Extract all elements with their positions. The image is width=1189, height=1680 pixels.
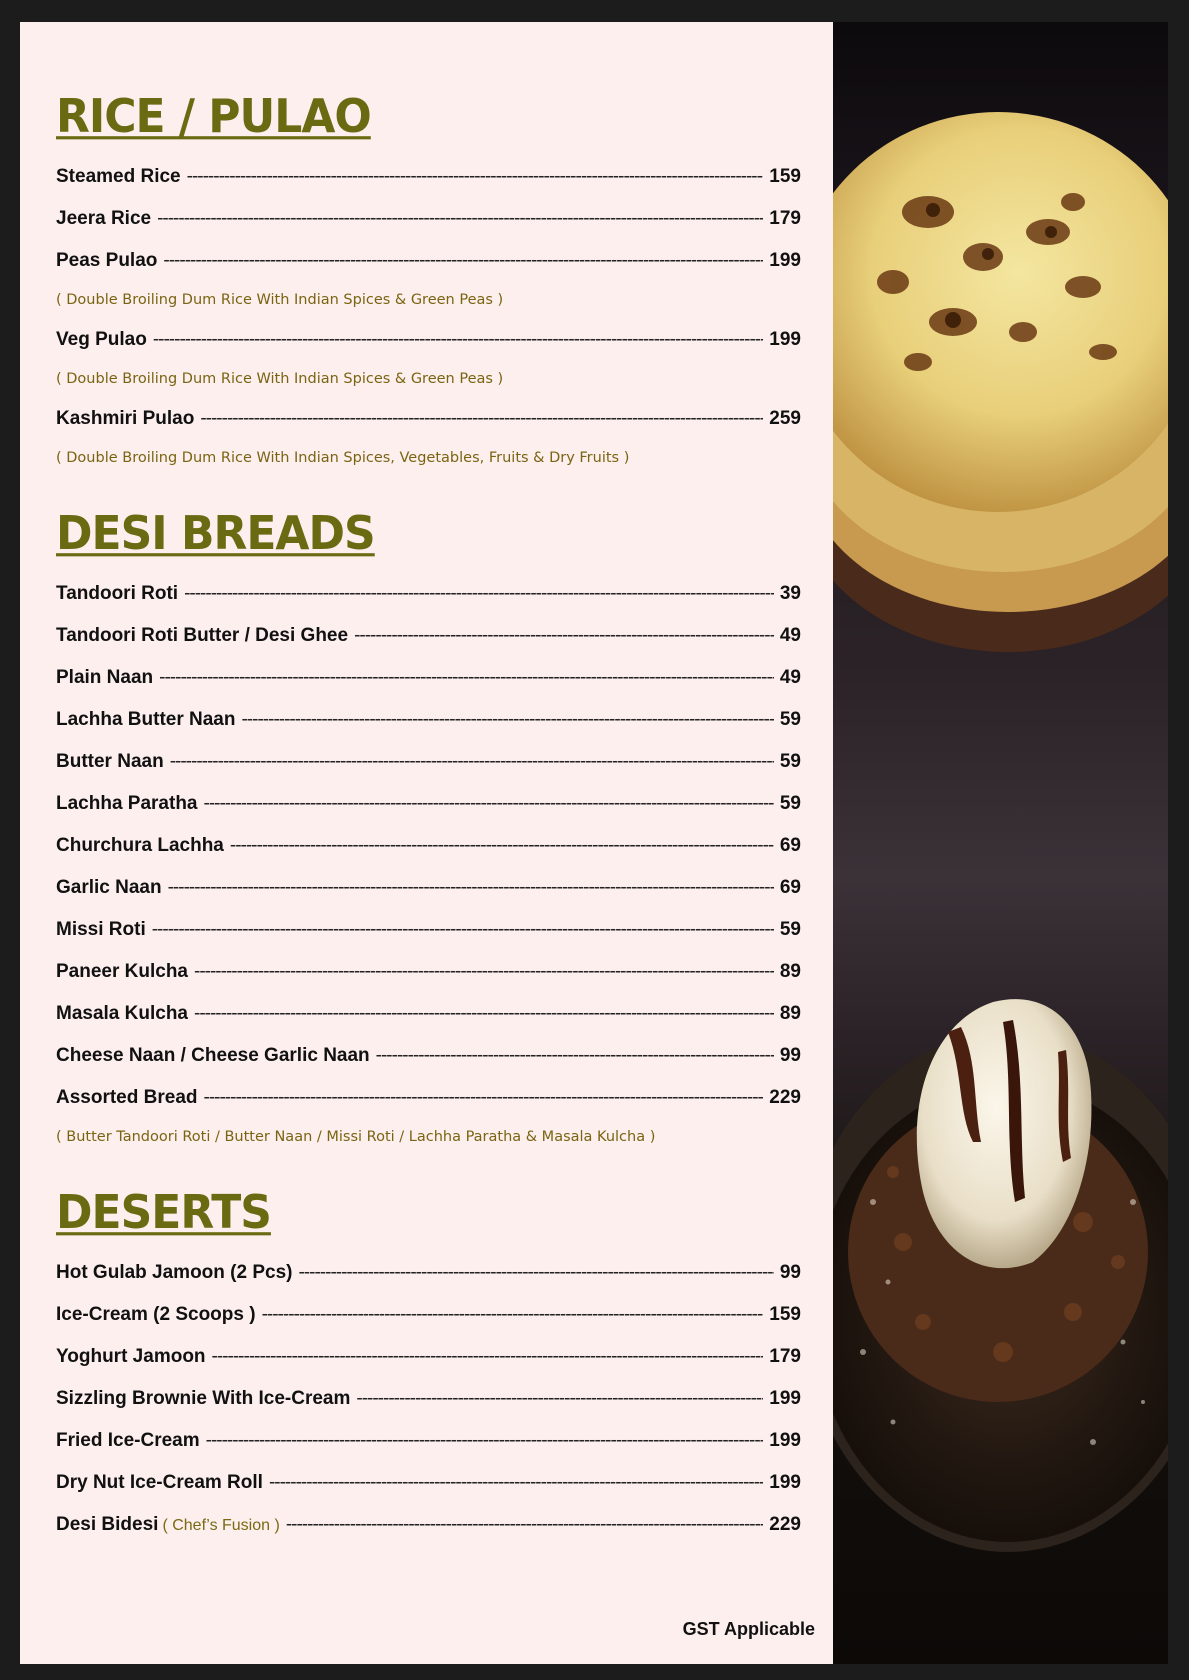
- item-name: Tandoori Roti: [56, 583, 179, 604]
- menu-column: [20, 22, 833, 1664]
- item-name: Plain Naan: [56, 667, 154, 688]
- item-price: 59: [779, 793, 801, 814]
- food-photo-panel: [833, 22, 1168, 1664]
- section-desi-breads: [56, 507, 801, 1156]
- item-name: Masala Kulcha: [56, 1003, 188, 1024]
- menu-item: [56, 909, 801, 951]
- menu-item: [56, 699, 801, 741]
- item-price: 199: [769, 1430, 801, 1451]
- menu-item: [56, 198, 801, 240]
- item-name: Sizzling Brownie With Ice-Cream: [56, 1388, 351, 1409]
- dot-leader: [157, 198, 763, 240]
- item-name: Peas Pulao: [56, 250, 158, 271]
- item-description: ( Double Broiling Dum Rice With Indian Spices, Vegetables, Fruits & Dry Fruits ): [56, 450, 630, 466]
- item-price: 159: [769, 166, 801, 187]
- menu-item: [56, 867, 801, 909]
- item-price: 89: [779, 1003, 801, 1024]
- dot-leader: [286, 1504, 763, 1546]
- section-deserts: [56, 1186, 801, 1546]
- menu-item: [56, 1378, 801, 1420]
- dot-leader: [354, 615, 774, 657]
- dot-leader: [194, 951, 774, 993]
- item-price: 159: [769, 1304, 801, 1325]
- menu-item: [56, 615, 801, 657]
- menu-item: [56, 1420, 801, 1462]
- dot-leader: [153, 319, 763, 361]
- item-name: Jeera Rice: [56, 208, 152, 229]
- dessert-image: [833, 999, 1168, 1552]
- naan-image: [833, 112, 1168, 652]
- menu-item: [56, 240, 801, 282]
- item-name: Dry Nut Ice-Cream Roll: [56, 1472, 263, 1493]
- dot-leader: [159, 657, 774, 699]
- dot-leader: [152, 909, 774, 951]
- menu-item: [56, 1294, 801, 1336]
- item-name: Steamed Rice: [56, 166, 181, 187]
- item-name: Garlic Naan: [56, 877, 162, 898]
- item-price: 199: [769, 1472, 801, 1493]
- dot-leader: [376, 1035, 774, 1077]
- section-title: RICE / PULAO: [56, 90, 371, 144]
- menu-item: [56, 741, 801, 783]
- menu-item: [56, 1077, 801, 1119]
- menu-item: [56, 319, 801, 361]
- item-price: 229: [769, 1514, 801, 1535]
- item-name: Hot Gulab Jamoon (2 Pcs): [56, 1262, 293, 1283]
- menu-item: [56, 993, 801, 1035]
- dot-leader: [206, 1420, 764, 1462]
- item-price: 89: [779, 961, 801, 982]
- item-description: ( Double Broiling Dum Rice With Indian Spices & Green Peas ): [56, 371, 504, 387]
- gst-note: GST Applicable: [682, 1619, 815, 1639]
- item-price: 229: [769, 1087, 801, 1108]
- dot-leader: [204, 1077, 764, 1119]
- dot-leader: [194, 993, 774, 1035]
- item-price: 179: [769, 208, 801, 229]
- item-name: Paneer Kulcha: [56, 961, 188, 982]
- item-name: Veg Pulao: [56, 329, 147, 350]
- dot-leader: [200, 398, 763, 440]
- item-name: Lachha Butter Naan: [56, 709, 236, 730]
- item-price: 39: [779, 583, 801, 604]
- item-price: 99: [779, 1045, 801, 1066]
- item-price: 179: [769, 1346, 801, 1367]
- item-name: Yoghurt Jamoon: [56, 1346, 206, 1367]
- item-price: 199: [769, 250, 801, 271]
- item-price: 49: [779, 667, 801, 688]
- item-name: Tandoori Roti Butter / Desi Ghee: [56, 625, 349, 646]
- item-price: 59: [779, 751, 801, 772]
- menu-item: [56, 951, 801, 993]
- section-title: DESI BREADS: [56, 507, 375, 561]
- item-note: ( Chef’s Fusion ): [162, 1517, 280, 1534]
- menu-item: [56, 1504, 801, 1546]
- item-description: ( Double Broiling Dum Rice With Indian Spices & Green Peas ): [56, 292, 504, 308]
- item-name: Desi Bidesi: [56, 1514, 159, 1535]
- section-rice-pulao: [56, 90, 801, 477]
- item-price: 199: [769, 329, 801, 350]
- item-name: Butter Naan: [56, 751, 164, 772]
- dot-leader: [356, 1378, 763, 1420]
- dot-leader: [269, 1462, 763, 1504]
- item-price: 59: [779, 709, 801, 730]
- item-name: Assorted Bread: [56, 1087, 198, 1108]
- menu-item: [56, 398, 801, 440]
- item-description: ( Butter Tandoori Roti / Butter Naan / Missi Roti / Lachha Paratha & Masala Kulcha ): [56, 1129, 656, 1145]
- menu-item: [56, 657, 801, 699]
- dot-leader: [298, 1252, 773, 1294]
- dot-leader: [212, 1336, 764, 1378]
- menu-item: [56, 825, 801, 867]
- menu-item: [56, 1462, 801, 1504]
- item-price: 259: [769, 408, 801, 429]
- item-name: Kashmiri Pulao: [56, 408, 195, 429]
- dot-leader: [230, 825, 774, 867]
- dot-leader: [168, 867, 774, 909]
- dot-leader: [187, 156, 764, 198]
- item-price: 69: [779, 835, 801, 856]
- item-name: Missi Roti: [56, 919, 146, 940]
- item-name: Ice-Cream (2 Scoops ): [56, 1304, 256, 1325]
- section-title: DESERTS: [56, 1186, 271, 1240]
- dot-leader: [204, 783, 774, 825]
- item-name: Fried Ice-Cream: [56, 1430, 200, 1451]
- menu-page: [20, 22, 1168, 1664]
- item-name: Lachha Paratha: [56, 793, 198, 814]
- menu-item: [56, 783, 801, 825]
- item-price: 99: [779, 1262, 801, 1283]
- food-photos-illustration: [833, 22, 1168, 1664]
- item-name: Cheese Naan / Cheese Garlic Naan: [56, 1045, 370, 1066]
- menu-item: [56, 156, 801, 198]
- dot-leader: [163, 240, 763, 282]
- item-price: 199: [769, 1388, 801, 1409]
- menu-item: [56, 1336, 801, 1378]
- item-price: 49: [779, 625, 801, 646]
- dot-leader: [262, 1294, 764, 1336]
- menu-item: [56, 1035, 801, 1077]
- menu-item: [56, 1252, 801, 1294]
- dot-leader: [170, 741, 774, 783]
- dot-leader: [241, 699, 773, 741]
- item-price: 59: [779, 919, 801, 940]
- menu-item: [56, 573, 801, 615]
- dot-leader: [184, 573, 774, 615]
- item-name: Churchura Lachha: [56, 835, 224, 856]
- item-price: 69: [779, 877, 801, 898]
